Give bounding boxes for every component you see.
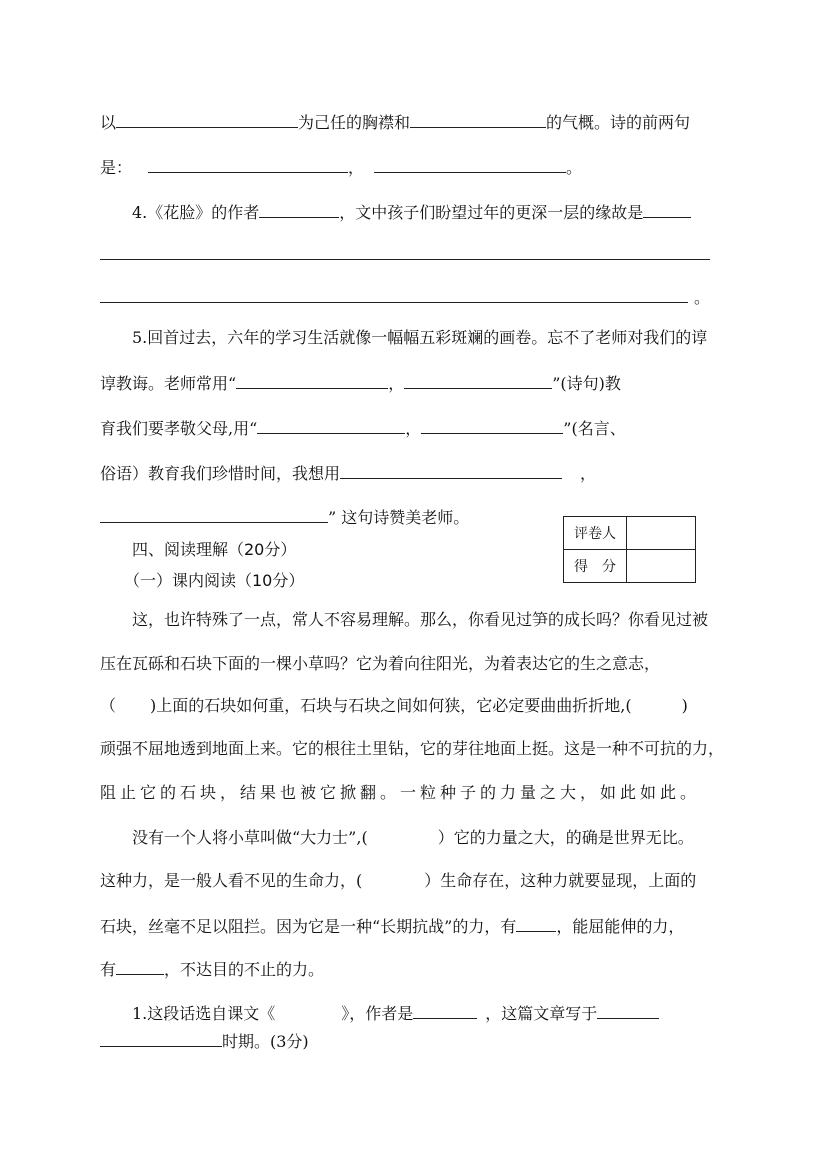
text: 有 [100,960,117,979]
q4-line1 [132,201,691,223]
text: 》，作者是 [341,1004,414,1023]
text: （ [100,696,117,715]
text: ， [405,419,422,438]
score-cell[interactable] [627,550,696,583]
text: ，这篇文章写于 [485,1004,598,1023]
q5-line5 [100,506,469,528]
answer-blank[interactable] [597,1002,659,1019]
section-title: 四、阅读理解（20分） [132,540,297,559]
q3-line2 [100,156,582,178]
text: 谆教诲。老师常用“ [100,374,237,393]
answer-blank[interactable] [413,1002,477,1019]
text: 没有一个人将小草叫做“大力士”,( [132,828,368,847]
text: 。 [566,158,583,177]
text: ）它的力量之大，的确是世界无比。 [437,828,694,847]
text: ， [580,464,597,483]
passage-line [100,696,688,716]
text: 育我们要孝敬父母,用“ [100,419,258,438]
answer-blank[interactable] [404,372,552,389]
answer-blank[interactable] [410,111,546,128]
score-label: 得 分 [564,550,627,583]
text: ，能屈能伸的力， [556,917,685,936]
passage-line: 这，也许特殊了一点，常人不容易理解。那么，你看见过笋的成长吗？你看见过被 [132,610,709,629]
q5-line1: 5.回首过去，六年的学习生活就像一幅幅五彩斑斓的画卷。忘不了老师对我们的谆 [132,328,708,347]
passage-line: 顽强不屈地透到地面上来。它的根往土里钻，它的芽往地面上挺。这是一种不可抗的力， [100,739,725,758]
passage-line: 阻止它的石块，结果也被它掀翻。一粒种子的力量之大，如此如此。 [100,783,701,802]
answer-blank[interactable] [100,1030,222,1047]
question-1 [132,1002,659,1024]
text: )上面的石块如何重，石块与石块之间如何狭，它必定要曲曲折折地,( [150,696,632,715]
answer-blank[interactable] [257,417,405,434]
reviewer-cell[interactable] [627,517,696,550]
answer-blank[interactable] [116,958,164,975]
text: ”(名言、 [563,419,626,438]
text: ” 这句诗赞美老师。 [328,508,470,527]
passage-line [100,871,696,891]
passage-line [100,958,324,980]
text: ”(诗句)教 [552,374,621,393]
text: 的气概。诗的前两句 [546,113,691,132]
answer-blank[interactable] [148,156,348,173]
answer-line[interactable] [100,259,710,260]
text: 。 [694,288,711,307]
answer-blank[interactable] [116,111,298,128]
answer-blank[interactable] [421,417,563,434]
text: 俗语）教育我们珍惜时间，我想用 [100,464,341,483]
answer-blank[interactable] [516,915,556,932]
text: ， [388,374,405,393]
answer-blank[interactable] [374,156,566,173]
text: 这种力，是一般人看不见的生命力，( [100,871,363,890]
question-1-line2 [100,1030,309,1052]
answer-blank[interactable] [236,372,388,389]
passage-line [132,828,694,848]
score-table [563,516,696,583]
text: 时期。(3分) [222,1032,309,1051]
passage-line [100,915,684,937]
text: ) [681,696,688,715]
text: 是： [100,158,133,177]
q3-line1 [100,111,690,133]
q5-line2 [100,372,621,394]
answer-blank[interactable] [643,201,691,218]
text: 石块，丝毫不足以阻拦。因为它是一种“长期抗战”的力，有 [100,917,517,936]
answer-blank[interactable] [259,201,339,218]
text: ）生命存在，这种力就要显现，上面的 [424,871,697,890]
q5-line3 [100,417,626,439]
text: ，不达目的不止的力。 [164,960,325,979]
text: 4.《花脸》的作者 [132,203,260,222]
section-subtitle: （一）课内阅读（10分） [124,571,305,590]
reviewer-label: 评卷人 [564,517,627,550]
text: 1.这段话选自课文《 [132,1004,276,1023]
q5-line4 [100,462,596,484]
text: 为己任的胸襟和 [298,113,411,132]
answer-blank[interactable] [340,462,562,479]
text: ， [348,158,365,177]
text: 以 [100,113,117,132]
text: ，文中孩子们盼望过年的更深一层的缘故是 [339,203,644,222]
passage-line: 压在瓦砾和石块下面的一棵小草吗？它为着向往阳光，为着表达它的生之意志， [100,654,661,673]
answer-line[interactable] [100,302,688,303]
answer-blank[interactable] [100,506,328,523]
